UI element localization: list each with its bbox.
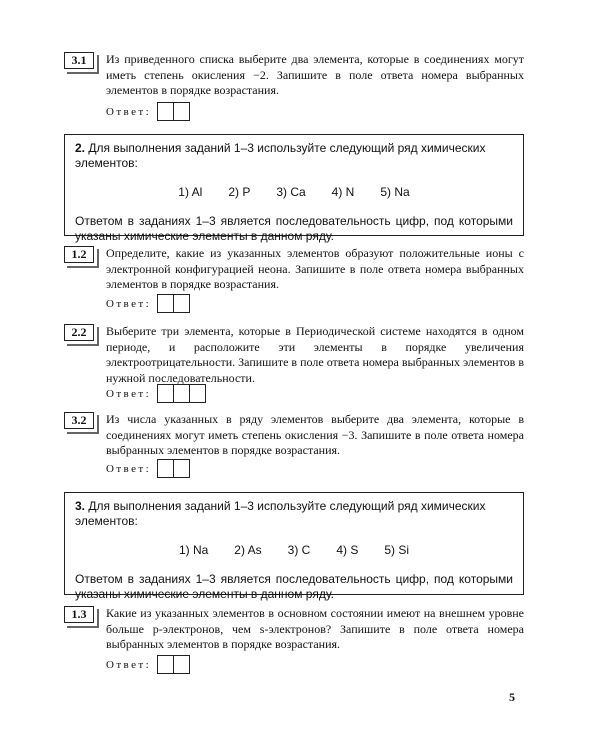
task-number: 3.1	[64, 52, 94, 69]
answer-cell[interactable]	[173, 384, 190, 403]
answer-cell[interactable]	[173, 294, 190, 313]
answer-cell[interactable]	[173, 102, 190, 121]
element-item: 2) As	[234, 543, 262, 557]
answer-label: Ответ:	[106, 658, 152, 671]
answer-label: Ответ:	[106, 462, 152, 475]
answer-cell[interactable]	[173, 459, 190, 478]
answer-row	[106, 655, 190, 674]
info-box-2	[64, 134, 524, 243]
info-box-3	[64, 492, 524, 601]
answer-cell[interactable]	[157, 102, 174, 121]
task-3-1	[64, 52, 524, 118]
answer-row	[106, 459, 190, 478]
info-box-intro-text: Для выполнения заданий 1–3 используйте следующий ряд химических элементов:	[75, 141, 486, 170]
element-item: 3) Ca	[276, 185, 306, 199]
answer-label: Ответ:	[106, 387, 152, 400]
task-3-2	[64, 412, 524, 475]
task-1-3	[64, 606, 524, 671]
answer-cell[interactable]	[189, 384, 206, 403]
element-item: 4) S	[336, 543, 359, 557]
task-1-2	[64, 246, 524, 310]
task-text: Из числа указанных в ряду элементов выберите два элемента, которые в соединениях могут иметь степень окисления −3. Запишите в поле ответа номера выбранных элементов в порядке возрастания.	[106, 412, 524, 457]
info-box-number: 2.	[75, 141, 86, 155]
answer-cells	[157, 102, 190, 121]
task-number: 1.2	[64, 246, 94, 263]
task-text: Какие из указанных элементов в основном состоянии имеют на внешнем уровне больше p-электронов, чем s-электронов? Запишите в поле ответа номера выбранных элементов в порядке возрастания.	[106, 606, 524, 651]
answer-cells	[157, 384, 206, 403]
element-item: 2) P	[228, 185, 251, 199]
task-text: Выберите три элемента, которые в Периодической системе находятся в одном периоде, и расположите эти элементы в порядке увеличения электроотрицательности. Запишите в поле ответа номера выбранных элементов в нужной последовательности.	[106, 324, 524, 385]
answer-cell[interactable]	[173, 655, 190, 674]
task-number: 1.3	[64, 606, 94, 623]
answer-cell[interactable]	[157, 655, 174, 674]
answer-cells	[157, 655, 190, 674]
element-item: 1) Na	[178, 543, 209, 557]
task-2-2	[64, 324, 524, 400]
answer-cell[interactable]	[157, 459, 174, 478]
element-item: 4) N	[331, 185, 355, 199]
element-item: 5) Si	[384, 543, 410, 557]
answer-row	[106, 102, 190, 121]
element-list	[75, 185, 513, 200]
element-list	[75, 543, 513, 558]
info-box-intro	[75, 499, 513, 529]
task-text: Определите, какие из указанных элементов образуют положительные ионы с электронной конфигурацией неона. Запишите в поле ответа номера выбранных элементов в порядке возрастания.	[106, 246, 524, 291]
task-text: Из приведенного списка выберите два элемента, которые в соединениях могут иметь степень окисления −2. Запишите в поле ответа номера выбранных элементов в порядке возрастания.	[106, 52, 524, 97]
info-box-note: Ответом в заданиях 1–3 является последовательность цифр, под которыми указаны химические элементы в данном ряду.	[75, 572, 513, 601]
info-box-intro	[75, 141, 513, 171]
answer-cells	[157, 459, 190, 478]
answer-label: Ответ:	[106, 105, 152, 118]
answer-cells	[157, 294, 190, 313]
element-item: 1) Al	[178, 185, 203, 199]
element-item: 5) Na	[380, 185, 410, 199]
answer-row	[106, 384, 206, 403]
answer-label: Ответ:	[106, 297, 152, 310]
answer-cell[interactable]	[157, 384, 174, 403]
answer-cell[interactable]	[157, 294, 174, 313]
task-number: 3.2	[64, 412, 94, 429]
task-number: 2.2	[64, 324, 94, 341]
info-box-intro-text: Для выполнения заданий 1–3 используйте следующий ряд химических элементов:	[75, 499, 486, 528]
info-box-number: 3.	[75, 499, 86, 513]
answer-row	[106, 294, 190, 313]
element-item: 3) C	[287, 543, 311, 557]
page-number: 5	[509, 690, 515, 704]
info-box-note: Ответом в заданиях 1–3 является последовательность цифр, под которыми указаны химические элементы в данном ряду.	[75, 214, 513, 243]
